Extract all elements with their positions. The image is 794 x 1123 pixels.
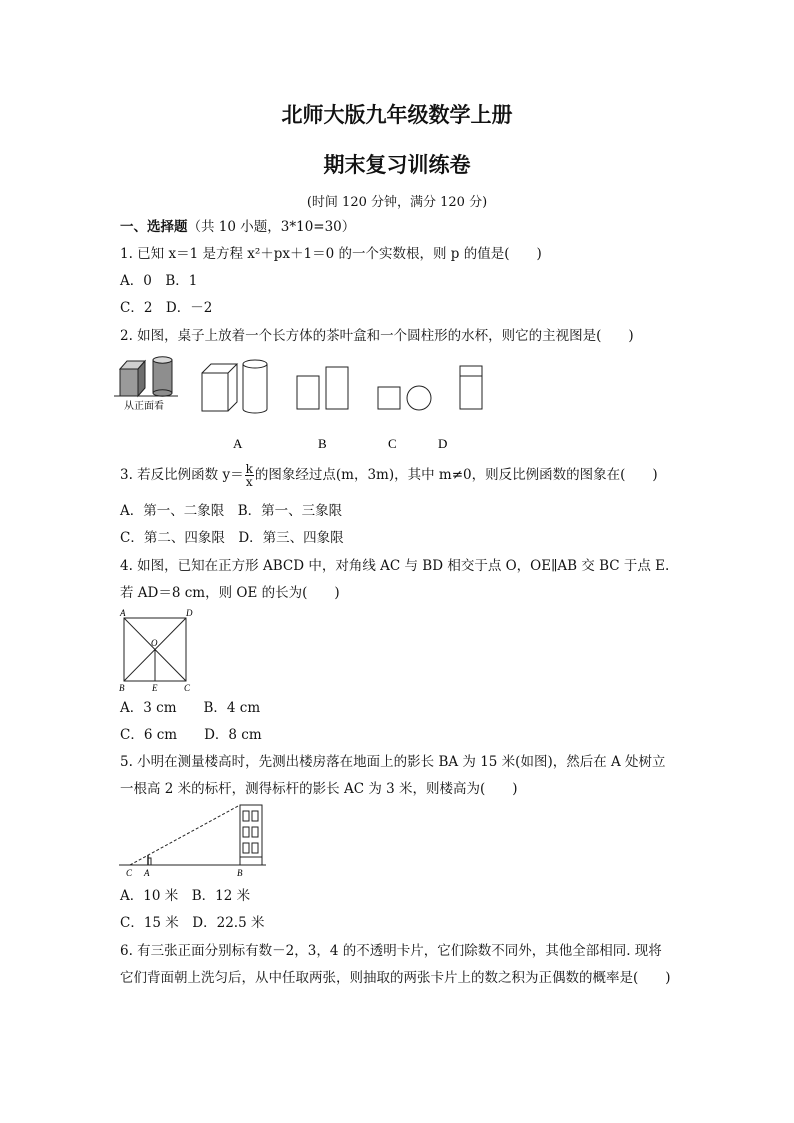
q3-stem-post: 的图象经过点(m，3m)，其中 m≠0，则反比例函数的图象在( ) — [254, 467, 658, 483]
q2-label-d: D — [438, 436, 448, 451]
section-title: 一、选择题 — [120, 219, 188, 235]
q4-options-ab: A．3 cm B．4 cm — [120, 700, 261, 716]
section-heading — [120, 218, 355, 236]
q3-fraction — [245, 463, 254, 488]
q4-options-cd: C．6 cm D．8 cm — [120, 727, 262, 743]
q4-label-e: E — [152, 683, 158, 693]
q5-label-c: C — [126, 868, 133, 878]
q5-stem-line1: 5. 小明在测量楼高时，先测出楼房落在地面上的影长 BA 为 15 米(如图)，然后在 A 处树立 — [120, 754, 666, 770]
q4-label-o: O — [151, 638, 158, 648]
q5-stem-line2: 一根高 2 米的标杆，测得标杆的影长 AC 为 3 米，则楼高为( ) — [120, 781, 518, 797]
section-note: （共 10 小题，3*10=30） — [187, 219, 356, 235]
q1-options-cd: C．2 D．－2 — [120, 300, 213, 316]
q3-options-cd: C．第二、四象限 D．第三、四象限 — [120, 530, 344, 546]
q6-stem-line2: 它们背面朝上洗匀后，从中任取两张，则抽取的两张卡片上的数之积为正偶数的概率是( ) — [120, 970, 671, 986]
page-subtitle: 期末复习训练卷 — [323, 152, 471, 177]
q2-option-d-figure — [460, 366, 482, 409]
exam-info: (时间 120 分钟，满分 120 分) — [306, 195, 488, 210]
q5-label-a: A — [144, 868, 150, 878]
q2-option-b-figure — [297, 367, 348, 409]
q2-option-c-figure — [378, 386, 431, 410]
q5-label-b: B — [237, 868, 243, 878]
q1-stem: 1. 已知 x＝1 是方程 x²＋px＋1＝0 的一个实数根，则 p 的值是( ) — [120, 246, 542, 262]
q6-stem-line1: 6. 有三张正面分别标有数－2，3，4 的不透明卡片，它们除数不同外，其他全部相同. 现将 — [120, 943, 662, 959]
q2-figure — [112, 352, 492, 457]
q2-stem: 2. 如图，桌子上放着一个长方体的茶叶盒和一个圆柱形的水杯，则它的主视图是( ) — [120, 328, 634, 344]
q1-options-ab: A．0 B．1 — [120, 273, 198, 289]
q4-stem-line1: 4. 如图，已知在正方形 ABCD 中，对角线 AC 与 BD 相交于点 O，OE∥AB 交 BC 于点 E. — [120, 558, 670, 574]
q5-options-ab: A．10 米 B．12 米 — [120, 888, 251, 904]
q3-stem — [120, 462, 658, 488]
q4-stem-line2: 若 AD＝8 cm，则 OE 的长为( ) — [120, 585, 340, 601]
q3-denominator: x — [245, 475, 253, 489]
q4-label-d: D — [186, 608, 193, 618]
q5-building-figure — [114, 802, 274, 882]
q3-numerator: k — [245, 462, 253, 476]
q2-objects-illustration — [114, 357, 178, 412]
q4-label-b: B — [119, 683, 125, 693]
q4-label-a: A — [120, 608, 126, 618]
q2-caption: 从正面看 — [124, 401, 164, 412]
q4-label-c: C — [184, 683, 191, 693]
q2-option-a-figure — [202, 360, 267, 413]
q2-label-b: B — [318, 436, 327, 451]
q2-label-a: A — [233, 436, 243, 451]
q3-stem-pre: 3. 若反比例函数 y＝ — [120, 467, 244, 483]
q5-options-cd: C．15 米 D．22.5 米 — [120, 915, 265, 931]
page-title: 北师大版九年级数学上册 — [281, 102, 513, 127]
q3-options-ab: A．第一、二象限 B．第一、三象限 — [120, 503, 343, 519]
q4-square-figure — [114, 606, 204, 696]
q2-label-c: C — [388, 436, 397, 451]
